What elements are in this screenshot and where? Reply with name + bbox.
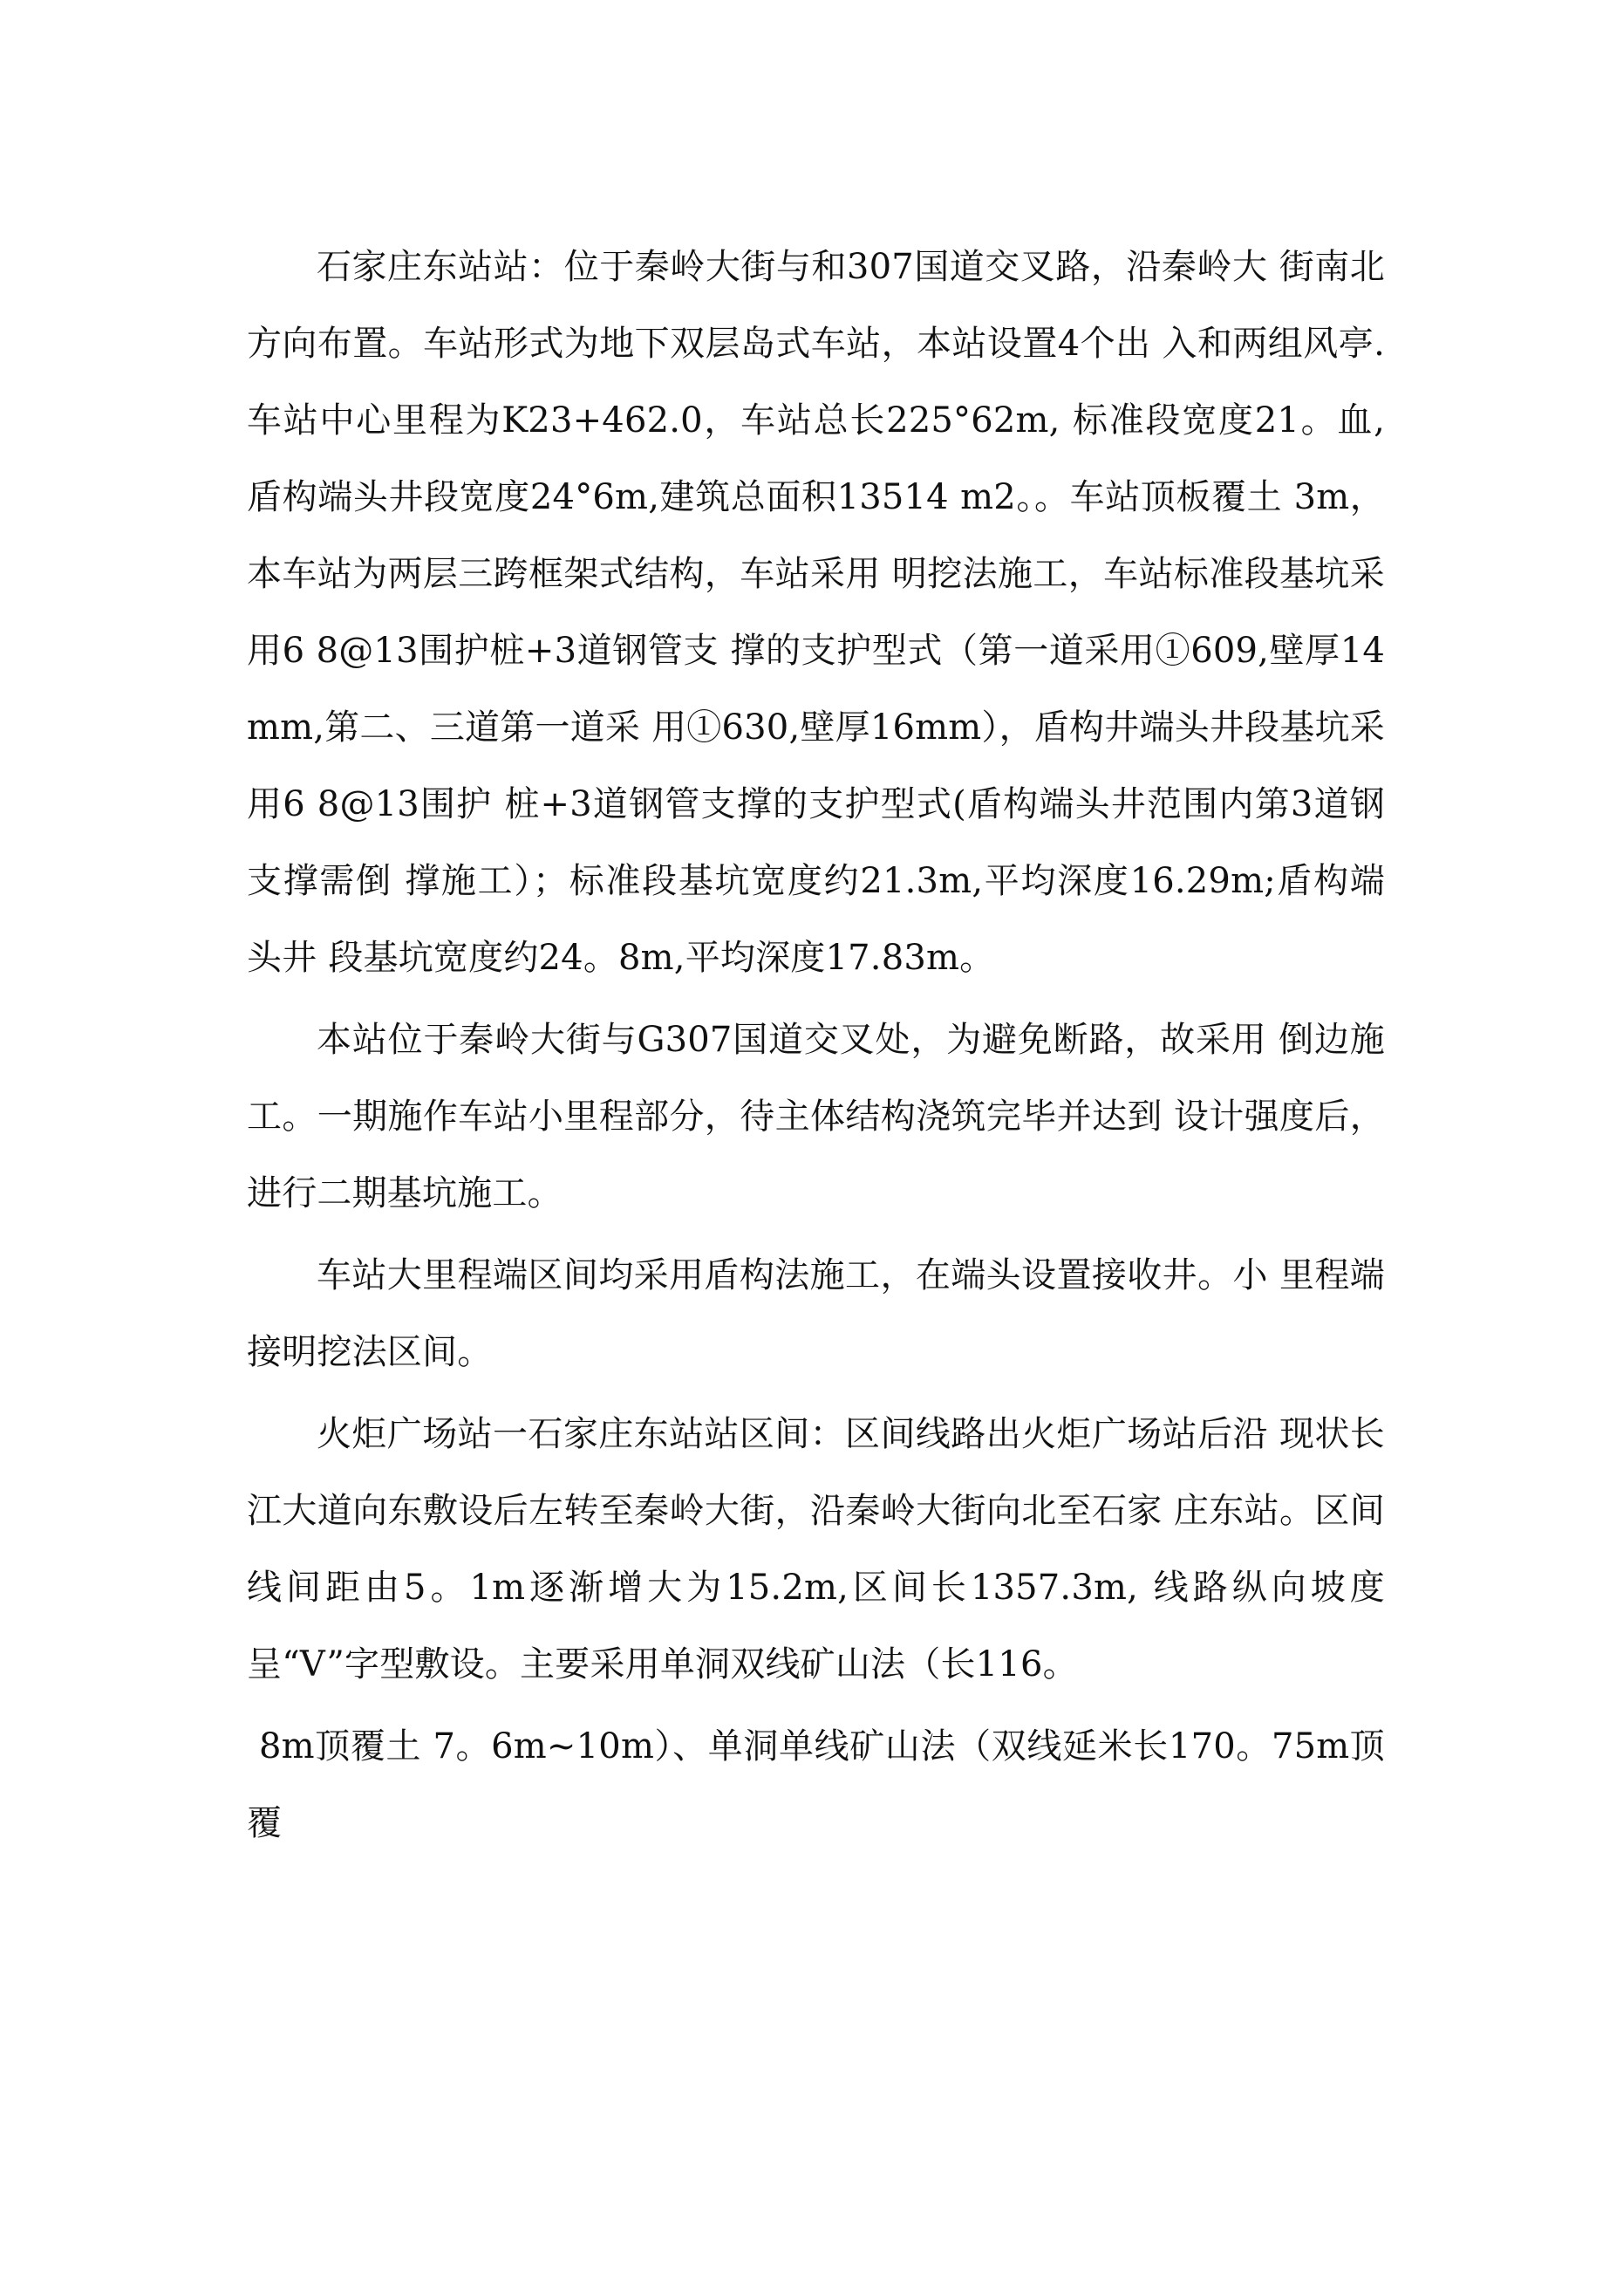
- paragraph-station-description: 石家庄东站站：位于秦岭大街与和307国道交叉路，沿秦岭大 街南北方向布置。车站形式为地下双层岛式车站，本站设置4个出 入和两组风亭.车站中心里程为K23+462.0，车站总长225°62m, 标准段宽度21。血,盾构端头井段宽度24°6m,建筑总面积13514 m2。。车站顶板覆土 3m，本车站为两层三跨框架式结构，车站采用 明挖法施工，车站标准段基坑采用6 8@13围护桩+3道钢管支 撑的支护型式（第一道采用①609,壁厚14mm,第二、三道第一道采 用①630,壁厚16mm），盾构井端头井段基坑采用6 8@13围护 桩+3道钢管支撑的支护型式(盾构端头井范围内第3道钢支撑需倒 撑施工）；标准段基坑宽度约21.3m,平均深度16.29m;盾构端头井 段基坑宽度约24。8m,平均深度17.83m。: [247, 247, 1385, 978]
- paragraph-construction-phasing: 本站位于秦岭大街与G307国道交叉处，为避免断路，故采用 倒边施工。一期施作车站小里程部分，待主体结构浇筑完毕并达到 设计强度后，进行二期基坑施工。: [247, 1020, 1385, 1213]
- document-body: [247, 229, 1385, 1867]
- paragraph-section-interval: 火炬广场站一石家庄东站站区间：区间线路出火炬广场站后沿 现状长江大道向东敷设后左转至秦岭大街，沿秦岭大街向北至石家 庄东站。区间线间距由5。1m逐渐增大为15.2m,区间长1357.3m, 线路纵向坡度呈“V”字型敷设。主要采用单洞双线矿山法（长116。: [247, 1414, 1385, 1684]
- paragraph-continuation: 8m顶覆土 7。6m~10m）、单洞单线矿山法（双线延米长170。75m顶 覆: [247, 1726, 1385, 1843]
- paragraph-shield-tunnel: 车站大里程端区间均采用盾构法施工，在端头设置接收井。小 里程端接明挖法区间。: [247, 1255, 1385, 1372]
